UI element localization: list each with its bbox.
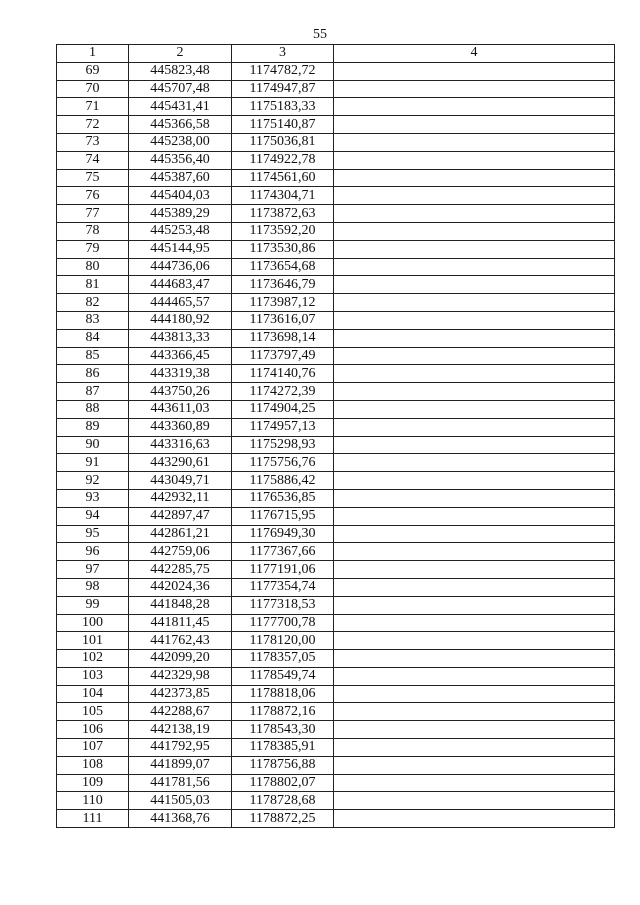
cell-point-number: 111 <box>57 810 129 828</box>
cell-note <box>334 685 615 703</box>
cell-coordinate-y: 1175183,33 <box>232 98 334 116</box>
cell-note <box>334 383 615 401</box>
cell-coordinate-x: 443290,61 <box>129 454 232 472</box>
cell-coordinate-y: 1173797,49 <box>232 347 334 365</box>
table-header <box>57 45 615 63</box>
cell-coordinate-y: 1173592,20 <box>232 222 334 240</box>
cell-note <box>334 632 615 650</box>
cell-coordinate-x: 445253,48 <box>129 222 232 240</box>
cell-note <box>334 792 615 810</box>
table-row <box>57 311 615 329</box>
cell-point-number: 90 <box>57 436 129 454</box>
table-row <box>57 739 615 757</box>
cell-coordinate-y: 1178549,74 <box>232 667 334 685</box>
cell-point-number: 93 <box>57 489 129 507</box>
cell-note <box>334 311 615 329</box>
table-row <box>57 205 615 223</box>
cell-coordinate-x: 442024,36 <box>129 578 232 596</box>
cell-coordinate-x: 443316,63 <box>129 436 232 454</box>
table-row <box>57 276 615 294</box>
cell-note <box>334 525 615 543</box>
cell-point-number: 103 <box>57 667 129 685</box>
cell-note <box>334 810 615 828</box>
cell-note <box>334 151 615 169</box>
cell-note <box>334 667 615 685</box>
cell-note <box>334 258 615 276</box>
cell-point-number: 96 <box>57 543 129 561</box>
table-row <box>57 222 615 240</box>
cell-coordinate-y: 1174272,39 <box>232 383 334 401</box>
table-row <box>57 347 615 365</box>
cell-coordinate-y: 1177354,74 <box>232 578 334 596</box>
table-row <box>57 614 615 632</box>
cell-coordinate-y: 1173698,14 <box>232 329 334 347</box>
cell-point-number: 84 <box>57 329 129 347</box>
cell-coordinate-x: 443360,89 <box>129 418 232 436</box>
cell-coordinate-y: 1174304,71 <box>232 187 334 205</box>
cell-coordinate-x: 443049,71 <box>129 472 232 490</box>
table-row <box>57 578 615 596</box>
table-row <box>57 133 615 151</box>
cell-point-number: 98 <box>57 578 129 596</box>
cell-point-number: 105 <box>57 703 129 721</box>
cell-coordinate-x: 445144,95 <box>129 240 232 258</box>
cell-note <box>334 561 615 579</box>
table-row <box>57 774 615 792</box>
cell-coordinate-x: 442329,98 <box>129 667 232 685</box>
cell-note <box>334 596 615 614</box>
table-row <box>57 80 615 98</box>
cell-point-number: 83 <box>57 311 129 329</box>
cell-point-number: 109 <box>57 774 129 792</box>
cell-coordinate-y: 1178728,68 <box>232 792 334 810</box>
cell-coordinate-x: 441811,45 <box>129 614 232 632</box>
cell-point-number: 104 <box>57 685 129 703</box>
cell-coordinate-x: 444180,92 <box>129 311 232 329</box>
cell-coordinate-x: 445238,00 <box>129 133 232 151</box>
cell-point-number: 87 <box>57 383 129 401</box>
cell-point-number: 86 <box>57 365 129 383</box>
cell-coordinate-x: 443611,03 <box>129 400 232 418</box>
table-row <box>57 596 615 614</box>
cell-coordinate-y: 1173646,79 <box>232 276 334 294</box>
table-row <box>57 240 615 258</box>
cell-coordinate-x: 445366,58 <box>129 116 232 134</box>
cell-coordinate-y: 1173616,07 <box>232 311 334 329</box>
table-row <box>57 721 615 739</box>
cell-note <box>334 507 615 525</box>
cell-point-number: 79 <box>57 240 129 258</box>
cell-note <box>334 578 615 596</box>
cell-coordinate-y: 1178802,07 <box>232 774 334 792</box>
cell-note <box>334 756 615 774</box>
table-row <box>57 792 615 810</box>
cell-note <box>334 116 615 134</box>
cell-note <box>334 222 615 240</box>
cell-coordinate-y: 1178120,00 <box>232 632 334 650</box>
cell-note <box>334 62 615 80</box>
cell-point-number: 81 <box>57 276 129 294</box>
table-row <box>57 116 615 134</box>
cell-coordinate-y: 1178818,06 <box>232 685 334 703</box>
cell-note <box>334 276 615 294</box>
cell-point-number: 110 <box>57 792 129 810</box>
cell-coordinate-x: 445431,41 <box>129 98 232 116</box>
cell-coordinate-x: 445404,03 <box>129 187 232 205</box>
header-row <box>57 45 615 63</box>
cell-coordinate-y: 1175298,93 <box>232 436 334 454</box>
cell-coordinate-x: 444736,06 <box>129 258 232 276</box>
cell-coordinate-x: 444683,47 <box>129 276 232 294</box>
cell-coordinate-y: 1175756,76 <box>232 454 334 472</box>
cell-point-number: 74 <box>57 151 129 169</box>
table-row <box>57 383 615 401</box>
table-row <box>57 436 615 454</box>
cell-note <box>334 98 615 116</box>
table-row <box>57 810 615 828</box>
cell-coordinate-x: 445823,48 <box>129 62 232 80</box>
cell-point-number: 76 <box>57 187 129 205</box>
page-number: 55 <box>313 27 327 42</box>
cell-point-number: 85 <box>57 347 129 365</box>
cell-note <box>334 205 615 223</box>
coordinates-table <box>56 44 615 828</box>
cell-point-number: 72 <box>57 116 129 134</box>
cell-note <box>334 400 615 418</box>
cell-coordinate-y: 1173654,68 <box>232 258 334 276</box>
cell-point-number: 75 <box>57 169 129 187</box>
cell-point-number: 71 <box>57 98 129 116</box>
table-body <box>57 62 615 827</box>
cell-coordinate-y: 1174904,25 <box>232 400 334 418</box>
table-row <box>57 472 615 490</box>
table-row <box>57 489 615 507</box>
cell-coordinate-y: 1178385,91 <box>232 739 334 757</box>
table-row <box>57 543 615 561</box>
cell-coordinate-x: 441848,28 <box>129 596 232 614</box>
cell-coordinate-x: 442861,21 <box>129 525 232 543</box>
table-row <box>57 418 615 436</box>
cell-point-number: 97 <box>57 561 129 579</box>
cell-coordinate-x: 445387,60 <box>129 169 232 187</box>
cell-coordinate-x: 442932,11 <box>129 489 232 507</box>
header-col-1: 1 <box>57 45 129 63</box>
cell-coordinate-y: 1174561,60 <box>232 169 334 187</box>
cell-point-number: 73 <box>57 133 129 151</box>
cell-coordinate-y: 1173987,12 <box>232 294 334 312</box>
cell-coordinate-y: 1178872,16 <box>232 703 334 721</box>
cell-coordinate-y: 1177367,66 <box>232 543 334 561</box>
cell-coordinate-x: 443750,26 <box>129 383 232 401</box>
cell-point-number: 70 <box>57 80 129 98</box>
cell-coordinate-x: 445356,40 <box>129 151 232 169</box>
cell-coordinate-x: 443813,33 <box>129 329 232 347</box>
table-row <box>57 561 615 579</box>
table-row <box>57 667 615 685</box>
cell-coordinate-y: 1174140,76 <box>232 365 334 383</box>
header-col-2: 2 <box>129 45 232 63</box>
cell-note <box>334 187 615 205</box>
cell-coordinate-x: 443366,45 <box>129 347 232 365</box>
cell-point-number: 101 <box>57 632 129 650</box>
cell-coordinate-y: 1173872,63 <box>232 205 334 223</box>
cell-point-number: 77 <box>57 205 129 223</box>
cell-note <box>334 472 615 490</box>
cell-note <box>334 436 615 454</box>
table-row <box>57 507 615 525</box>
cell-point-number: 69 <box>57 62 129 80</box>
cell-note <box>334 347 615 365</box>
cell-note <box>334 614 615 632</box>
cell-coordinate-y: 1178756,88 <box>232 756 334 774</box>
cell-coordinate-y: 1177318,53 <box>232 596 334 614</box>
table-row <box>57 151 615 169</box>
cell-point-number: 95 <box>57 525 129 543</box>
cell-coordinate-x: 442138,19 <box>129 721 232 739</box>
cell-coordinate-x: 441505,03 <box>129 792 232 810</box>
table-row <box>57 294 615 312</box>
cell-coordinate-x: 442285,75 <box>129 561 232 579</box>
table-row <box>57 258 615 276</box>
table-row <box>57 685 615 703</box>
cell-coordinate-x: 442288,67 <box>129 703 232 721</box>
cell-note <box>334 739 615 757</box>
cell-note <box>334 169 615 187</box>
cell-coordinate-y: 1178872,25 <box>232 810 334 828</box>
cell-point-number: 89 <box>57 418 129 436</box>
cell-point-number: 80 <box>57 258 129 276</box>
cell-note <box>334 774 615 792</box>
cell-coordinate-x: 441899,07 <box>129 756 232 774</box>
cell-coordinate-x: 442897,47 <box>129 507 232 525</box>
cell-note <box>334 294 615 312</box>
cell-point-number: 78 <box>57 222 129 240</box>
table-row <box>57 169 615 187</box>
cell-note <box>334 721 615 739</box>
table-row <box>57 400 615 418</box>
table-row <box>57 98 615 116</box>
cell-coordinate-y: 1175036,81 <box>232 133 334 151</box>
table-row <box>57 756 615 774</box>
cell-coordinate-x: 442099,20 <box>129 650 232 668</box>
cell-coordinate-y: 1178357,05 <box>232 650 334 668</box>
cell-note <box>334 133 615 151</box>
cell-coordinate-x: 441781,56 <box>129 774 232 792</box>
cell-coordinate-y: 1177700,78 <box>232 614 334 632</box>
cell-point-number: 106 <box>57 721 129 739</box>
cell-note <box>334 650 615 668</box>
cell-coordinate-y: 1175140,87 <box>232 116 334 134</box>
cell-note <box>334 80 615 98</box>
cell-coordinate-x: 441762,43 <box>129 632 232 650</box>
cell-point-number: 91 <box>57 454 129 472</box>
cell-coordinate-x: 442759,06 <box>129 543 232 561</box>
cell-coordinate-y: 1178543,30 <box>232 721 334 739</box>
table-row <box>57 329 615 347</box>
cell-coordinate-y: 1176949,30 <box>232 525 334 543</box>
cell-point-number: 100 <box>57 614 129 632</box>
cell-point-number: 102 <box>57 650 129 668</box>
cell-point-number: 99 <box>57 596 129 614</box>
cell-note <box>334 418 615 436</box>
cell-coordinate-x: 441368,76 <box>129 810 232 828</box>
cell-coordinate-x: 441792,95 <box>129 739 232 757</box>
cell-point-number: 94 <box>57 507 129 525</box>
cell-note <box>334 365 615 383</box>
cell-note <box>334 240 615 258</box>
cell-point-number: 88 <box>57 400 129 418</box>
cell-coordinate-x: 445389,29 <box>129 205 232 223</box>
cell-coordinate-y: 1174782,72 <box>232 62 334 80</box>
cell-coordinate-x: 444465,57 <box>129 294 232 312</box>
table-row <box>57 187 615 205</box>
cell-coordinate-y: 1177191,06 <box>232 561 334 579</box>
table-row <box>57 632 615 650</box>
table-row <box>57 525 615 543</box>
cell-note <box>334 454 615 472</box>
cell-coordinate-x: 445707,48 <box>129 80 232 98</box>
cell-point-number: 92 <box>57 472 129 490</box>
table-row <box>57 650 615 668</box>
table-row <box>57 62 615 80</box>
cell-coordinate-y: 1174947,87 <box>232 80 334 98</box>
header-col-4: 4 <box>334 45 615 63</box>
table-row <box>57 365 615 383</box>
cell-note <box>334 543 615 561</box>
cell-coordinate-y: 1175886,42 <box>232 472 334 490</box>
cell-coordinate-y: 1174957,13 <box>232 418 334 436</box>
cell-coordinate-y: 1174922,78 <box>232 151 334 169</box>
cell-coordinate-x: 442373,85 <box>129 685 232 703</box>
cell-coordinate-y: 1176715,95 <box>232 507 334 525</box>
cell-point-number: 82 <box>57 294 129 312</box>
table-row <box>57 703 615 721</box>
cell-point-number: 108 <box>57 756 129 774</box>
header-col-3: 3 <box>232 45 334 63</box>
cell-coordinate-y: 1173530,86 <box>232 240 334 258</box>
cell-note <box>334 329 615 347</box>
cell-point-number: 107 <box>57 739 129 757</box>
cell-coordinate-y: 1176536,85 <box>232 489 334 507</box>
cell-note <box>334 489 615 507</box>
table-row <box>57 454 615 472</box>
cell-coordinate-x: 443319,38 <box>129 365 232 383</box>
cell-note <box>334 703 615 721</box>
